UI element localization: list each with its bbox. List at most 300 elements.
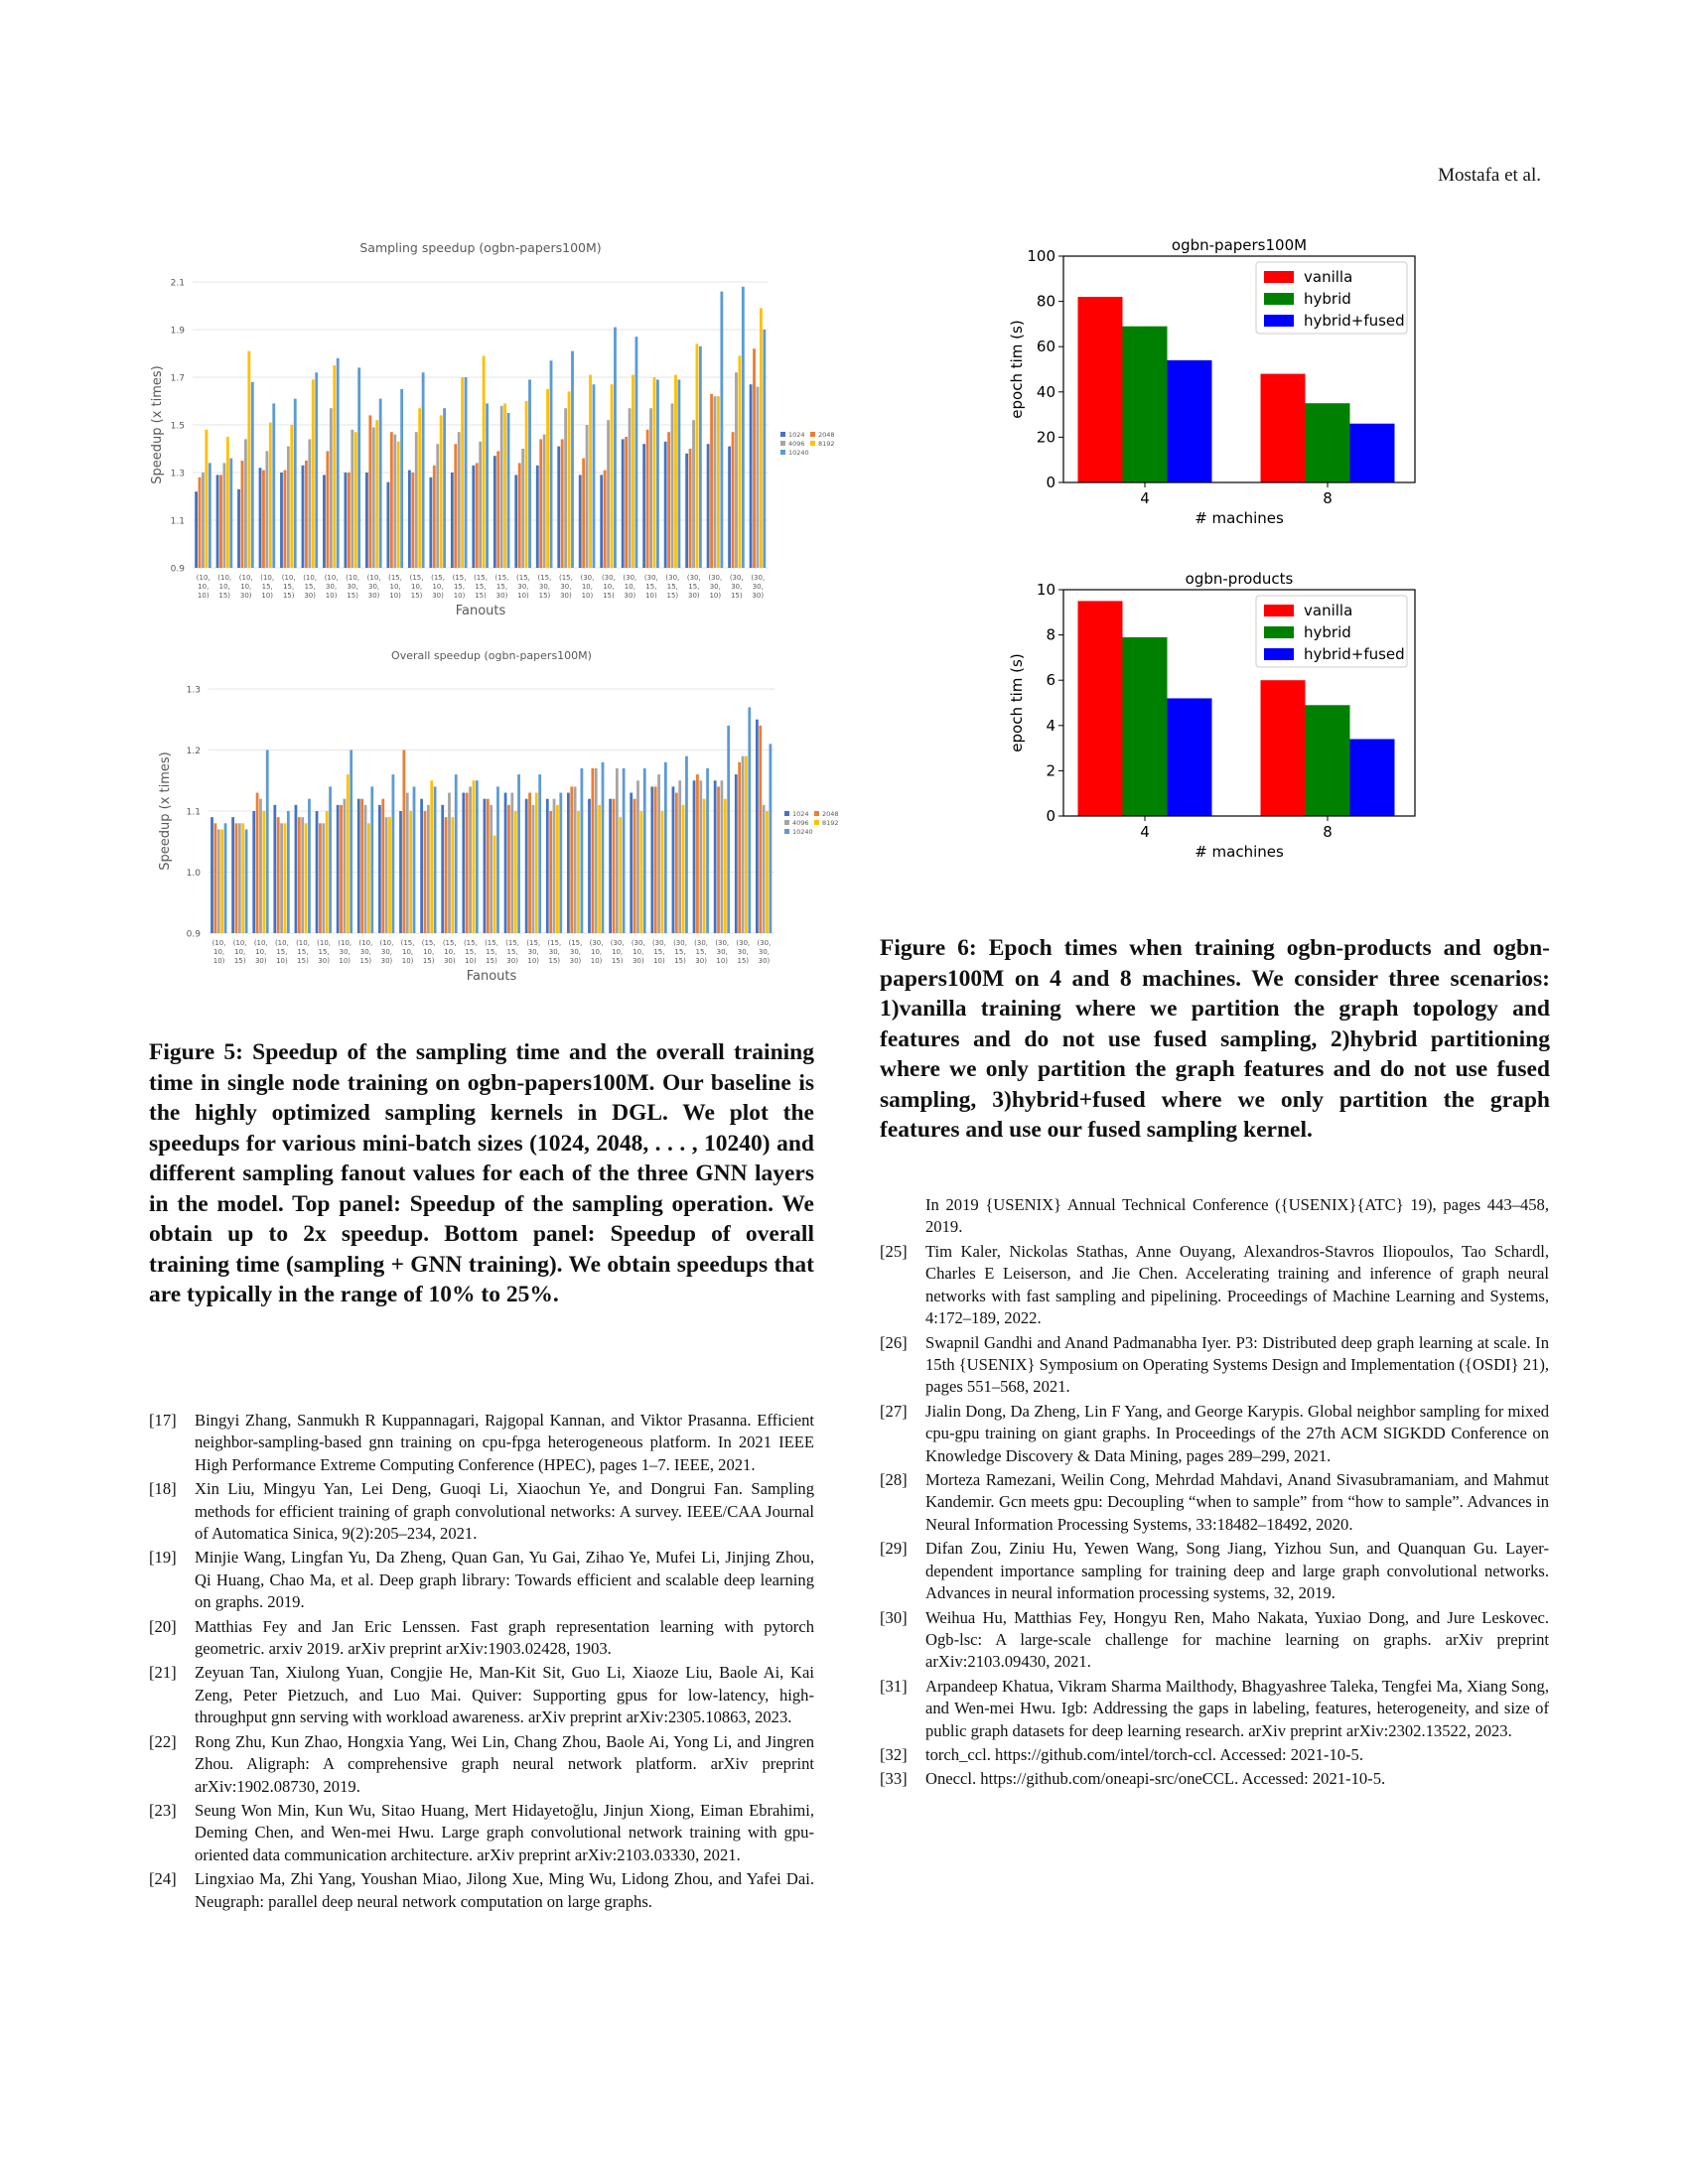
y-tick-label: 0	[1046, 807, 1055, 825]
bar-2048	[298, 817, 301, 933]
bar-1024	[302, 466, 305, 568]
reference-item	[880, 1607, 1549, 1674]
bar-10240	[742, 287, 745, 568]
legend-swatch	[1264, 315, 1294, 327]
bar-1024	[295, 805, 298, 933]
x-tick-label: 30)	[687, 592, 700, 600]
bar-8192	[556, 805, 559, 933]
bar-8192	[724, 799, 727, 933]
bar-4096	[436, 444, 439, 568]
bar-4096	[223, 463, 226, 568]
bar-2048	[262, 471, 265, 568]
y-tick-label: 6	[1046, 671, 1055, 690]
bar-2048	[582, 459, 585, 568]
bar-8192	[717, 396, 720, 568]
bar-4096	[532, 805, 535, 933]
bar-1024	[273, 805, 276, 933]
x-tick-label: (15,	[516, 574, 530, 582]
x-tick-label: (30,	[686, 574, 701, 582]
x-axis-label: Fanouts	[466, 969, 517, 984]
bar-10240	[392, 774, 395, 933]
bar-1024	[514, 475, 517, 568]
bar-8192	[451, 817, 454, 933]
bar-8192	[639, 811, 642, 933]
bar-10240	[581, 768, 584, 933]
reference-number: [32]	[880, 1744, 908, 1764]
x-tick-label: 15,	[453, 583, 466, 591]
legend-swatch	[810, 432, 815, 437]
bar-hybrid	[1306, 705, 1350, 816]
bar-2048	[402, 751, 405, 934]
reference-item	[880, 1332, 1549, 1399]
bar-1024	[630, 793, 633, 933]
bar-4096	[649, 408, 652, 568]
bar-4096	[543, 435, 546, 568]
x-tick-label: 30,	[560, 583, 572, 591]
bar-4096	[393, 435, 396, 568]
x-tick-label: 10)	[401, 957, 414, 965]
y-axis-label: Speedup (x times)	[158, 751, 173, 871]
x-tick-label: 30)	[752, 592, 765, 600]
bar-8192	[674, 375, 677, 568]
bar-4096	[238, 823, 241, 933]
bar-1024	[609, 799, 612, 933]
x-tick-label: 15,	[465, 948, 477, 956]
bar-4096	[280, 823, 283, 933]
bar-4096	[372, 427, 375, 568]
bar-2048	[424, 811, 427, 933]
bar-2048	[738, 762, 741, 933]
y-tick-label: 1.1	[170, 516, 185, 527]
bar-2048	[340, 805, 343, 933]
bar-10240	[685, 756, 688, 933]
x-tick-label: (30,	[610, 939, 625, 947]
reference-number: [23]	[149, 1800, 177, 1820]
bar-10240	[748, 707, 751, 933]
bar-4096	[351, 430, 353, 568]
legend-label: hybrid	[1304, 623, 1351, 641]
bar-hybrid+fused	[1350, 739, 1395, 816]
x-tick-label: 30)	[495, 592, 508, 600]
bar-10240	[528, 379, 531, 568]
x-tick-label: 30)	[443, 957, 456, 965]
bar-4096	[692, 420, 695, 568]
x-tick-label: 15,	[695, 948, 707, 956]
reference-number: [29]	[880, 1539, 908, 1559]
bar-10240	[337, 358, 340, 568]
y-tick-label: 4	[1046, 716, 1055, 735]
bar-4096	[586, 425, 589, 568]
bar-2048	[390, 432, 393, 568]
x-tick-label: (10,	[196, 574, 211, 582]
x-tick-label: 30)	[432, 592, 444, 600]
bar-8192	[430, 780, 433, 933]
bar-2048	[411, 473, 414, 568]
bar-4096	[301, 817, 304, 933]
bar-8192	[766, 811, 769, 933]
x-tick-label: 10)	[581, 592, 594, 600]
legend-label: 10240	[792, 828, 813, 836]
reference-text: Difan Zou, Ziniu Hu, Yewen Wang, Song Jiang, Yizhou Sun, and Quanquan Gu. Layer-dependent importance sampling for training deep and large graph convolutional networks. Advances in neural information processing systems, 32, 2019.	[925, 1539, 1549, 1603]
bar-4096	[714, 396, 717, 568]
legend-label: hybrid	[1304, 290, 1351, 308]
x-tick-label: (30,	[601, 574, 616, 582]
x-tick-label: (10,	[232, 939, 247, 947]
bar-2048	[348, 473, 351, 568]
y-tick-label: 60	[1036, 338, 1055, 356]
bar-2048	[604, 471, 607, 568]
bar-2048	[528, 793, 531, 933]
bar-1024	[378, 805, 381, 933]
reference-number: [28]	[880, 1470, 908, 1490]
x-tick-label: 30)	[560, 592, 572, 600]
bar-1024	[714, 780, 717, 933]
x-tick-label: (30,	[757, 939, 772, 947]
bar-10240	[643, 768, 646, 933]
bar-vanilla	[1261, 374, 1306, 482]
x-tick-label: 15,	[495, 583, 508, 591]
x-tick-label: 30)	[506, 957, 518, 965]
bar-10240	[413, 786, 416, 933]
x-tick-label: 30)	[569, 957, 582, 965]
bar-8192	[682, 805, 685, 933]
reference-item	[880, 1676, 1549, 1742]
reference-number: [31]	[880, 1676, 908, 1696]
x-tick-label: 15)	[475, 592, 487, 600]
bar-hybrid+fused	[1350, 424, 1395, 482]
bar-1024	[650, 786, 653, 933]
x-tick-label: (15,	[474, 574, 488, 582]
x-tick-label: 30,	[339, 948, 351, 956]
bar-8192	[247, 351, 250, 568]
bar-2048	[561, 439, 564, 568]
x-tick-label: 15)	[674, 957, 686, 965]
bar-2048	[689, 449, 692, 568]
legend-label: 2048	[818, 431, 835, 439]
x-tick-label: 10)	[389, 592, 401, 600]
papers100m-epoch-chart	[998, 228, 1435, 531]
x-tick-label: 30,	[709, 583, 721, 591]
x-tick-label: 15,	[506, 948, 518, 956]
legend-label: 4096	[788, 440, 805, 448]
x-tick-label: 15)	[666, 592, 679, 600]
bar-8192	[611, 384, 614, 568]
bar-8192	[347, 774, 350, 933]
bar-4096	[415, 432, 418, 568]
legend-swatch	[1264, 648, 1294, 660]
x-tick-label: (30,	[736, 939, 751, 947]
x-tick-label: 15,	[304, 583, 316, 591]
bar-1024	[462, 793, 465, 933]
bar-2048	[549, 811, 552, 933]
x-tick-label: (15,	[463, 939, 478, 947]
x-tick-label: (10,	[317, 939, 332, 947]
bar-10240	[209, 463, 211, 568]
y-tick-label: 0.9	[170, 564, 185, 575]
x-tick-label: 15)	[737, 957, 750, 965]
bar-2048	[454, 444, 457, 568]
legend-label: vanilla	[1304, 268, 1353, 286]
chart-title: ogbn-papers100M	[1171, 236, 1308, 254]
x-axis-label: # machines	[1195, 509, 1284, 527]
bar-8192	[546, 389, 549, 568]
bar-4096	[344, 799, 347, 933]
bar-2048	[667, 432, 670, 568]
bar-10240	[496, 786, 499, 933]
bar-1024	[685, 454, 688, 568]
bar-8192	[375, 420, 378, 568]
x-tick-label: (10,	[274, 939, 289, 947]
bar-8192	[269, 423, 272, 568]
x-tick-label: 8	[1323, 489, 1333, 507]
x-tick-label: 10,	[444, 948, 456, 956]
legend-swatch	[1264, 605, 1294, 616]
bar-4096	[607, 420, 610, 568]
bar-2048	[476, 463, 479, 568]
reference-number: [19]	[149, 1548, 177, 1568]
x-tick-label: 10)	[465, 957, 477, 965]
x-tick-label: 30,	[548, 948, 560, 956]
bar-8192	[745, 756, 748, 933]
reference-text: Bingyi Zhang, Sanmukh R Kuppannagari, Rajgopal Kannan, and Viktor Prasanna. Efficient neighbor-sampling-based gnn training on cpu-fpga heterogeneous platform. In 2021 IEEE High Performance Extreme Computing Conference (HPEC), pages 1–7. IEEE, 2021.	[195, 1411, 814, 1474]
bar-10240	[559, 793, 562, 933]
references-right	[880, 1241, 1549, 1793]
bar-2048	[199, 478, 202, 568]
bar-8192	[760, 308, 763, 568]
x-tick-label: (30,	[623, 574, 637, 582]
bar-2048	[319, 823, 322, 933]
reference-number: [27]	[880, 1401, 908, 1421]
bar-10240	[720, 292, 723, 568]
x-tick-label: (30,	[694, 939, 709, 947]
bar-2048	[326, 451, 329, 568]
x-tick-label: 10,	[234, 948, 246, 956]
bar-hybrid	[1123, 327, 1168, 482]
x-tick-label: 15)	[297, 957, 309, 965]
bar-1024	[211, 817, 213, 933]
bar-10240	[266, 751, 269, 934]
reference-number: [20]	[149, 1616, 177, 1636]
bar-hybrid+fused	[1168, 360, 1212, 482]
legend-label: 2048	[822, 810, 839, 818]
x-tick-label: 10,	[198, 583, 210, 591]
x-tick-label: 10)	[212, 957, 225, 965]
x-tick-label: (30,	[751, 574, 766, 582]
legend-swatch	[780, 450, 785, 455]
x-tick-label: 10,	[423, 948, 435, 956]
x-tick-label: 10)	[709, 592, 722, 600]
bar-2048	[360, 799, 363, 933]
bar-4096	[330, 408, 333, 568]
bar-1024	[579, 475, 582, 568]
x-tick-label: 15,	[297, 948, 309, 956]
bar-4096	[521, 449, 524, 568]
bar-hybrid	[1306, 403, 1350, 482]
bar-10240	[699, 346, 702, 568]
chart-title: Sampling speedup (ogbn-papers100M)	[359, 240, 602, 255]
bar-8192	[461, 377, 464, 568]
bar-2048	[305, 461, 308, 568]
y-axis-label: epoch tim (s)	[1008, 320, 1026, 419]
bar-2048	[654, 786, 657, 933]
bar-1024	[588, 799, 591, 933]
y-tick-label: 1.3	[170, 469, 185, 479]
bar-1024	[337, 805, 340, 933]
bar-10240	[763, 330, 766, 568]
x-tick-label: 4	[1140, 489, 1150, 507]
x-tick-label: (10,	[303, 574, 318, 582]
bar-10240	[329, 786, 332, 933]
chart-title: Overall speedup (ogbn-papers100M)	[391, 649, 592, 662]
x-tick-label: 10)	[653, 957, 665, 965]
reference-text: Zeyuan Tan, Xiulong Yuan, Congjie He, Man-Kit Sit, Guo Li, Xiaoze Liu, Baole Ai, Kai Zeng, Peter Pietzuch, and Luo Mai. Quiver: Supporting gpus for low-latency, high-throughput gnn serving with workload awareness. arXiv preprint arXiv:2305.10863, 2023.	[195, 1663, 814, 1727]
bar-1024	[567, 793, 570, 933]
legend-label: hybrid+fused	[1304, 645, 1405, 663]
bar-8192	[703, 799, 706, 933]
x-tick-label: 15,	[261, 583, 273, 591]
x-tick-label: 10)	[590, 957, 603, 965]
x-tick-label: 15,	[475, 583, 487, 591]
x-tick-label: 10)	[527, 957, 540, 965]
reference-item	[880, 1241, 1549, 1330]
bar-8192	[262, 811, 265, 933]
x-tick-label: (10,	[338, 939, 352, 947]
bar-2048	[732, 432, 735, 568]
y-tick-label: 1.7	[170, 373, 185, 384]
reference-number: [22]	[149, 1731, 177, 1751]
bar-1024	[693, 780, 696, 933]
bar-8192	[473, 780, 476, 933]
bar-4096	[510, 793, 513, 933]
x-tick-label: 30,	[737, 948, 749, 956]
bar-8192	[290, 425, 293, 568]
x-tick-label: (15,	[388, 574, 403, 582]
y-tick-label: 0	[1046, 474, 1055, 491]
legend-swatch	[814, 820, 819, 825]
reference-number: [18]	[149, 1479, 177, 1499]
bar-10240	[422, 372, 425, 568]
x-tick-label: (15,	[431, 574, 445, 582]
references-left	[149, 1410, 814, 1915]
x-tick-label: 15,	[688, 583, 700, 591]
overall-speedup-chart	[157, 649, 852, 987]
x-tick-label: (30,	[729, 574, 744, 582]
bar-8192	[577, 811, 580, 933]
bar-2048	[219, 475, 222, 568]
legend-swatch	[1264, 626, 1294, 638]
bar-1024	[408, 471, 411, 568]
x-tick-label: (15,	[400, 939, 415, 947]
bar-2048	[368, 415, 371, 568]
x-tick-label: 15,	[283, 583, 295, 591]
x-tick-label: (10,	[253, 939, 268, 947]
bar-1024	[504, 793, 507, 933]
bar-1024	[237, 489, 240, 568]
bar-10240	[538, 774, 541, 933]
bar-1024	[472, 466, 475, 568]
reference-item	[149, 1800, 814, 1866]
x-tick-label: 15)	[730, 592, 743, 600]
bar-hybrid	[1123, 637, 1168, 816]
bar-8192	[503, 403, 506, 568]
reference-item	[880, 1538, 1549, 1604]
bar-8192	[514, 811, 517, 933]
x-tick-label: (10,	[346, 574, 360, 582]
bar-4096	[574, 786, 577, 933]
bar-1024	[399, 811, 402, 933]
bar-2048	[633, 799, 636, 933]
x-tick-label: 4	[1140, 823, 1150, 841]
y-tick-label: 2.1	[170, 278, 185, 289]
bar-10240	[434, 786, 437, 933]
bar-10240	[308, 799, 311, 933]
x-tick-label: 30,	[538, 583, 551, 591]
x-tick-label: (10,	[358, 939, 373, 947]
bar-2048	[625, 437, 628, 568]
bar-8192	[354, 432, 357, 568]
x-tick-label: (10,	[211, 939, 226, 947]
y-tick-label: 100	[1027, 247, 1055, 265]
x-tick-label: 15)	[486, 957, 497, 965]
reference-number: [30]	[880, 1607, 908, 1627]
bar-1024	[484, 799, 487, 933]
bar-8192	[696, 343, 699, 568]
x-tick-label: 30)	[380, 957, 393, 965]
x-tick-label: 30,	[368, 583, 380, 591]
legend-label: 1024	[792, 810, 809, 818]
x-tick-label: 15,	[666, 583, 678, 591]
bar-1024	[493, 456, 496, 568]
x-axis-label: # machines	[1195, 843, 1284, 861]
legend-label: hybrid+fused	[1304, 312, 1405, 330]
bar-4096	[469, 786, 472, 933]
bar-1024	[622, 439, 625, 568]
bar-1024	[707, 444, 710, 568]
bar-1024	[672, 786, 675, 933]
bar-4096	[448, 793, 451, 933]
x-tick-label: 10)	[517, 592, 529, 600]
y-tick-label: 40	[1036, 382, 1055, 401]
bar-1024	[195, 491, 198, 568]
bar-1024	[750, 384, 753, 568]
x-tick-label: (10,	[379, 939, 394, 947]
x-tick-label: 10,	[240, 583, 252, 591]
bar-1024	[252, 811, 255, 933]
reference-number: [25]	[880, 1242, 908, 1261]
bar-8192	[333, 365, 336, 568]
bar-10240	[706, 768, 709, 933]
x-tick-label: 15)	[538, 592, 551, 600]
bar-2048	[496, 451, 499, 568]
y-tick-label: 1.1	[186, 807, 201, 818]
x-tick-label: 15)	[548, 957, 561, 965]
x-tick-label: (15,	[526, 939, 541, 947]
bar-1024	[216, 475, 219, 568]
bar-10240	[443, 408, 446, 568]
bar-8192	[326, 811, 329, 933]
legend-swatch	[810, 441, 815, 446]
bar-4096	[259, 799, 262, 933]
x-tick-label: 15,	[486, 948, 497, 956]
bar-8192	[312, 379, 315, 568]
legend-label: 1024	[788, 431, 805, 439]
y-tick-label: 2	[1046, 761, 1055, 780]
x-tick-label: 10,	[590, 948, 603, 956]
bar-4096	[500, 406, 503, 568]
x-tick-label: 10,	[633, 948, 644, 956]
bar-2048	[759, 726, 762, 933]
bar-1024	[756, 720, 759, 933]
